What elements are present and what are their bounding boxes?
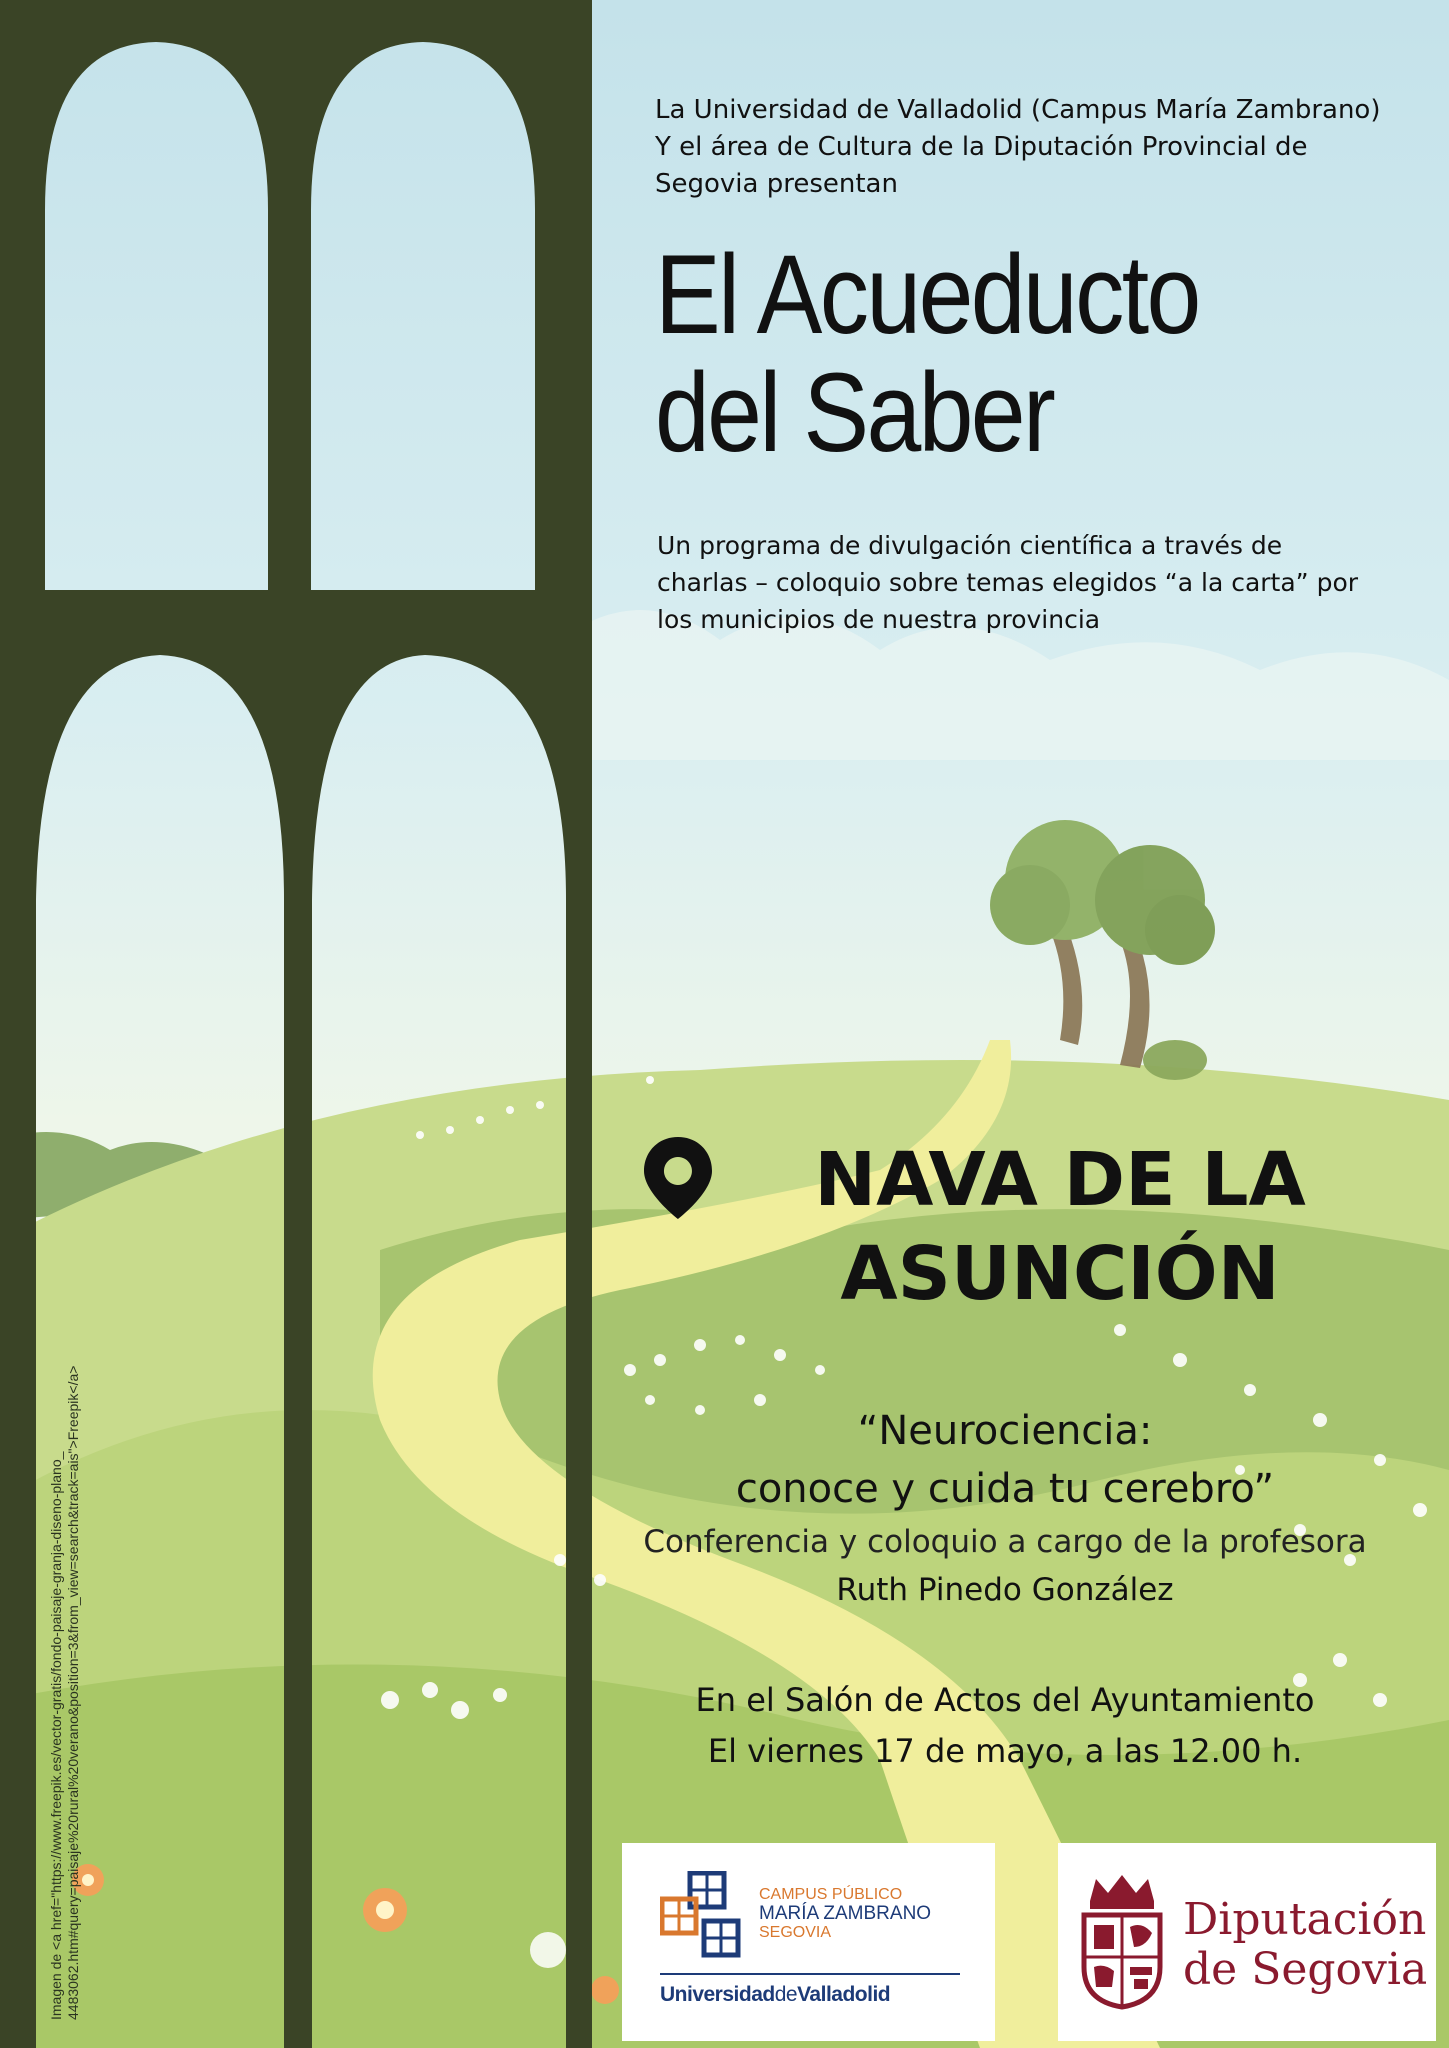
speaker-name: Ruth Pinedo González — [836, 1572, 1174, 1608]
campus-line-1: CAMPUS PÚBLICO — [759, 1886, 903, 1903]
diputacion-line-1: Diputación — [1183, 1894, 1427, 1945]
presenters-line-1: La Universidad de Valladolid (Campus María Zambrano) — [655, 95, 1381, 125]
talk-title-line-2: conoce y cuida tu cerebro” — [735, 1466, 1275, 1512]
presenters-line-3: Segovia presentan — [655, 169, 898, 199]
logo-divider — [660, 1973, 960, 1975]
campus-name — [759, 1885, 931, 1942]
coat-of-arms-icon — [1076, 1871, 1168, 2011]
venue-place: En el Salón de Actos del Ayuntamiento — [695, 1681, 1315, 1719]
description-line-2: charlas – coloquio sobre temas elegidos “a la carta” por — [657, 568, 1359, 597]
page-title — [655, 232, 1324, 475]
campus-windows-icon — [660, 1871, 750, 1961]
uva-name-part-3: Valladolid — [797, 1983, 891, 2006]
credit-line-2: 4483062.htm#query=paisaje%20rural%20verano&position=3&from_view=search&track=ais">Freepik</a> — [65, 1365, 81, 2020]
presenters-line-2: Y el área de Cultura de la Diputación Provincial de — [655, 132, 1308, 162]
description-line-1: Un programa de divulgación científica a través de — [657, 531, 1283, 560]
talk-info — [590, 1402, 1420, 1614]
campus-maria-zambrano-logo — [622, 1843, 995, 2041]
presenters — [655, 92, 1395, 203]
diputacion-name — [1183, 1895, 1427, 1995]
uva-name-part-1: Universidad — [660, 1983, 775, 2006]
image-credit — [48, 1300, 82, 2020]
title-line-1: El Acueducto — [655, 232, 1199, 357]
location-line-2: ASUNCIÓN — [840, 1231, 1280, 1317]
uva-name-part-2: de — [774, 1983, 798, 2006]
program-description — [657, 527, 1417, 638]
talk-subtitle: Conferencia y coloquio a cargo de la profesora — [643, 1524, 1367, 1560]
campus-line-2: MARÍA ZAMBRANO — [759, 1903, 932, 1924]
location-line-1: NAVA DE LA — [814, 1137, 1306, 1223]
diputacion-line-2: de Segovia — [1183, 1944, 1428, 1995]
credit-line-1: Imagen de <a href="https://www.freepik.es/vector-gratis/fondo-paisaje-granja-diseno-plano_ — [48, 1451, 64, 2020]
venue-info — [620, 1675, 1390, 1777]
aqueduct-silhouette — [0, 0, 600, 2048]
diputacion-segovia-logo — [1058, 1843, 1436, 2041]
location-name — [700, 1133, 1420, 1321]
description-line-3: los municipios de nuestra provincia — [657, 605, 1101, 634]
campus-line-3: SEGOVIA — [759, 1924, 832, 1941]
university-name — [660, 1983, 890, 2007]
title-line-2: del Saber — [655, 350, 1054, 475]
venue-datetime: El viernes 17 de mayo, a las 12.00 h. — [707, 1732, 1303, 1770]
talk-title-line-1: “Neurociencia: — [857, 1408, 1153, 1454]
